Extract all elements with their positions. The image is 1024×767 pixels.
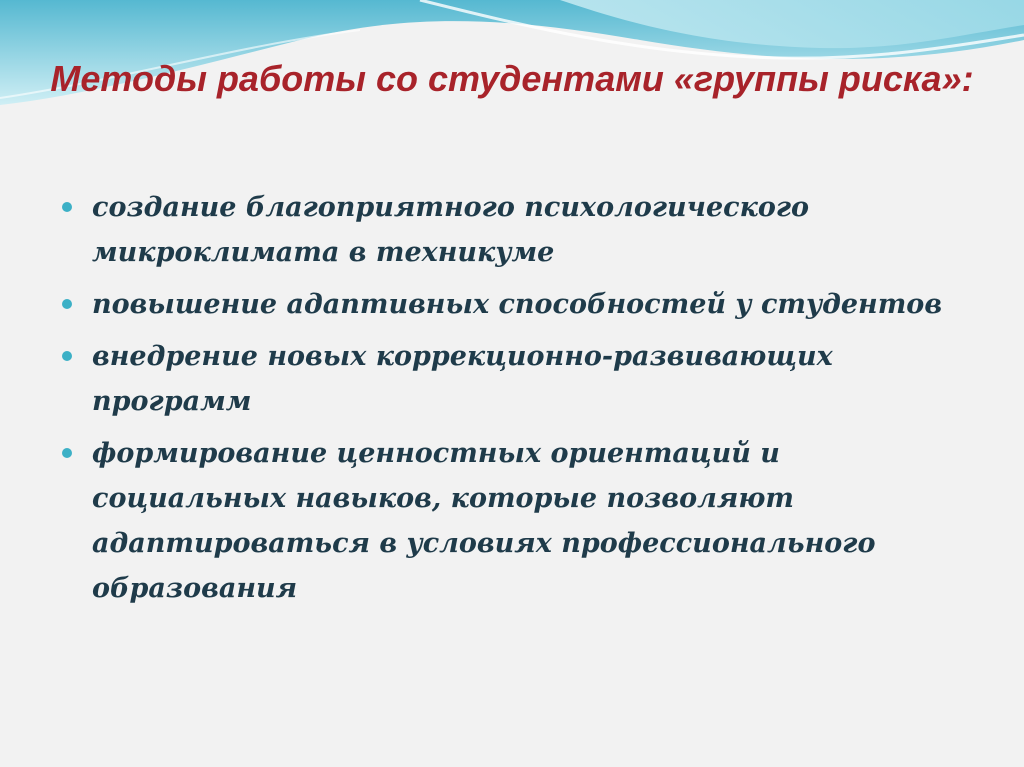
bullet-text: повышение адаптивных способностей у студентов (92, 289, 943, 320)
bullet-text: формирование ценностных ориентаций и социальных навыков, которые позволяют адаптироваться в условиях профессионального образования (92, 438, 876, 604)
bullet-dot-icon (62, 299, 72, 309)
bullet-dot-icon (62, 202, 72, 212)
list-item (62, 282, 962, 327)
bullet-list (62, 185, 962, 618)
list-item (62, 431, 962, 611)
slide-title: Методы работы со студентами «группы риска»: (50, 58, 974, 99)
bullet-dot-icon (62, 448, 72, 458)
bullet-text: создание благоприятного психологического микроклимата в техникуме (92, 192, 810, 268)
bullet-dot-icon (62, 351, 72, 361)
list-item (62, 334, 962, 424)
list-item (62, 185, 962, 275)
bullet-text: внедрение новых коррекционно-развивающих программ (92, 341, 833, 417)
